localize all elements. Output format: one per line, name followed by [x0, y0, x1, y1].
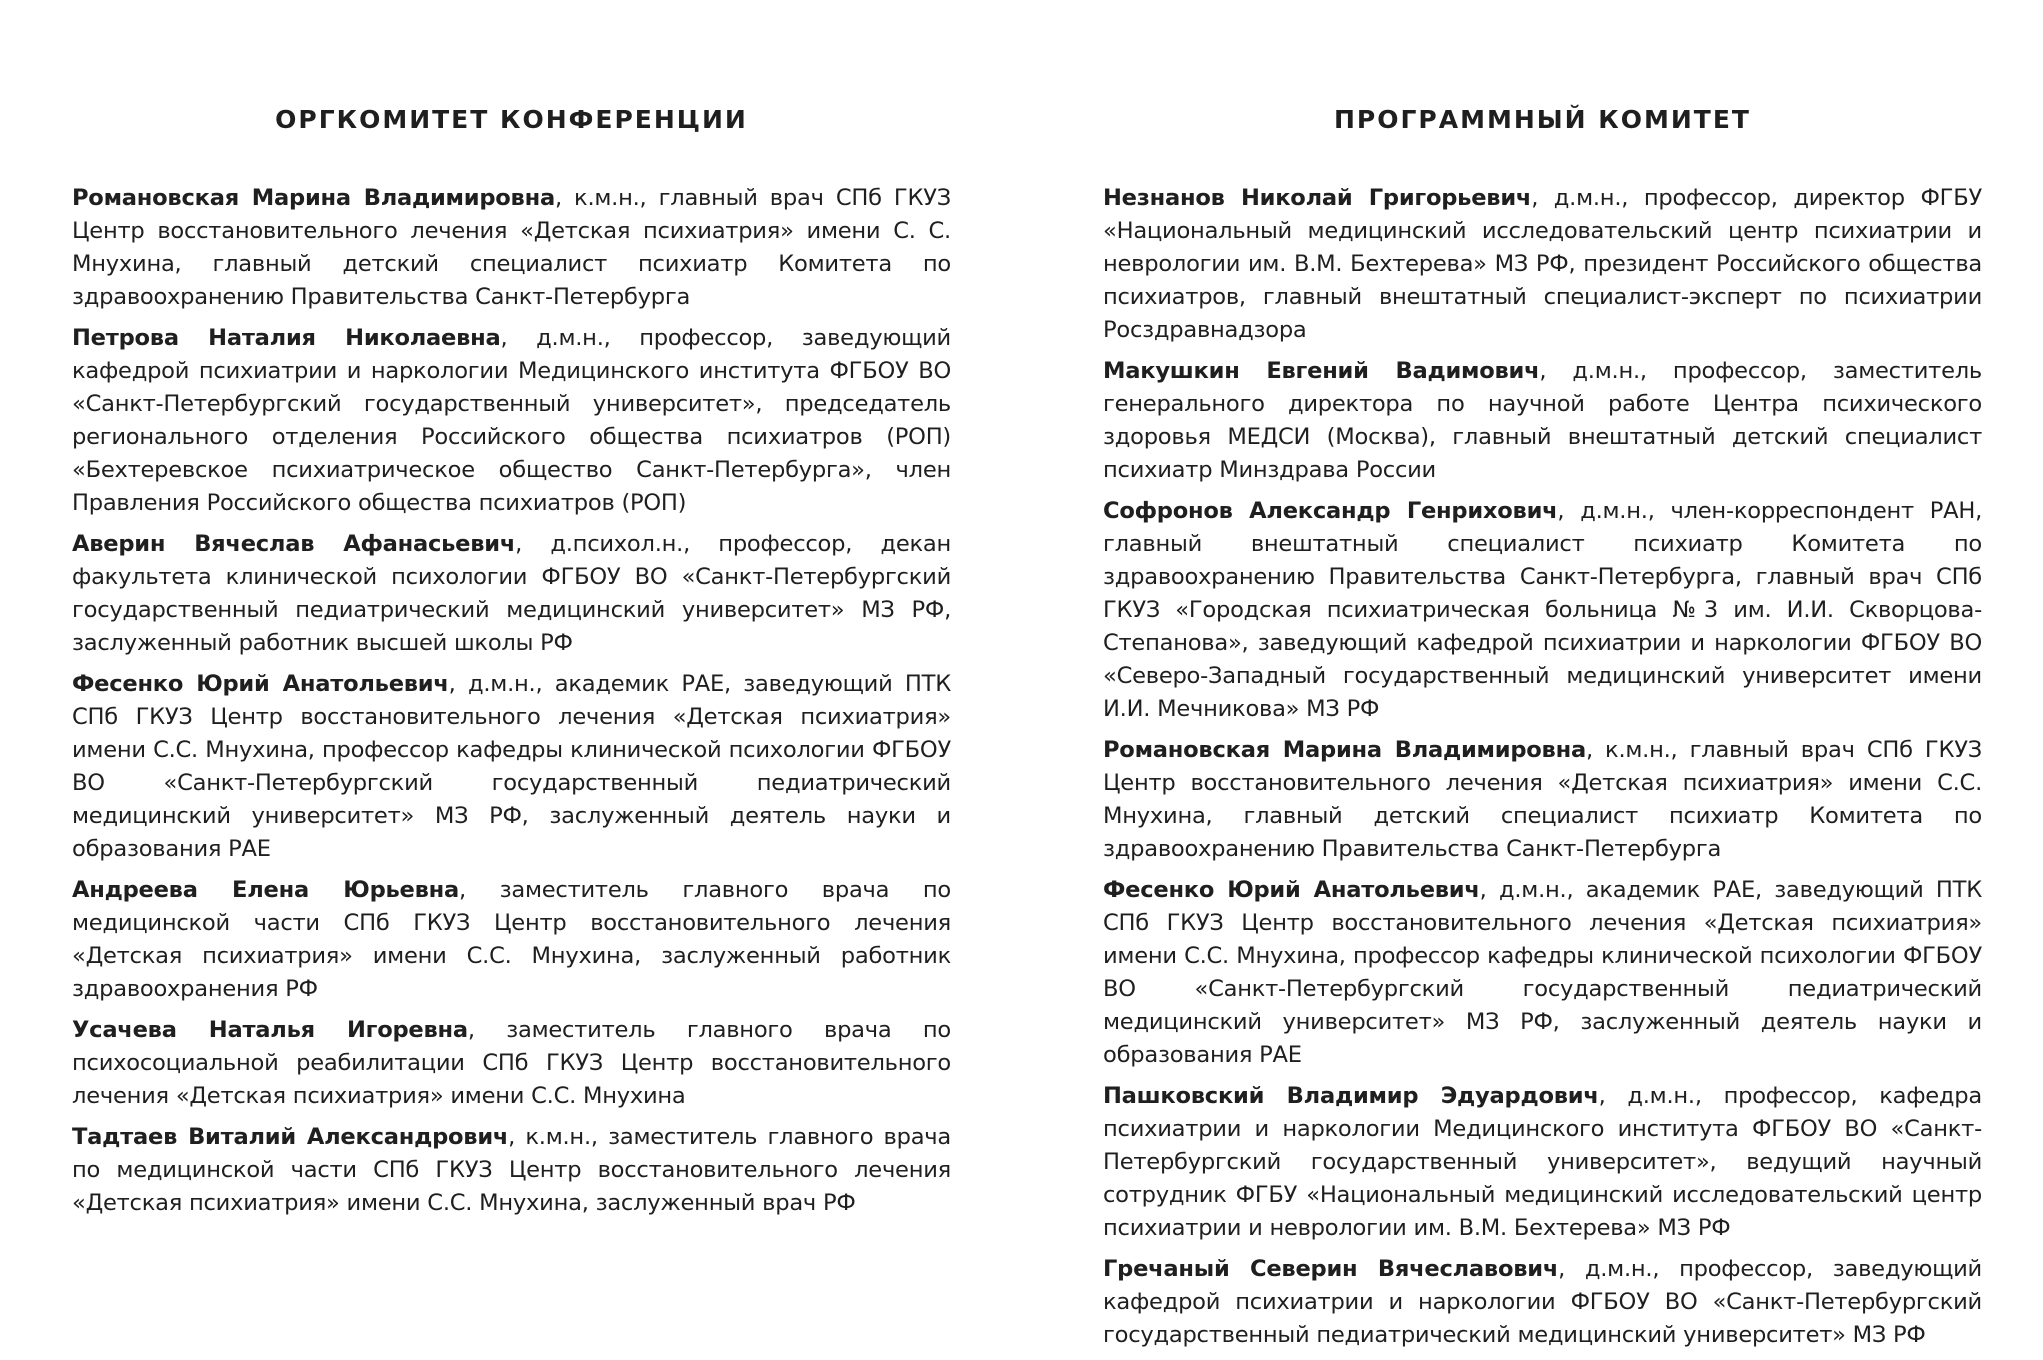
member-description: , к.м.н., главный врач СПб ГКУЗ Центр восстановительного лечения «Детская психиатрия» имени С. С. Мнухина, главный детский специалист психиатр Комитета по здравоохранению Правительства Санкт-Петербурга	[72, 185, 951, 310]
committee-entry	[1103, 355, 1982, 487]
committee-entry	[72, 668, 951, 866]
member-name: Пашковский Владимир Эдуардович	[1103, 1083, 1599, 1109]
member-description: , д.м.н., академик РАЕ, заведующий ПТК СПб ГКУЗ Центр восстановительного лечения «Детская психиатрия» имени С.С. Мнухина, профессор кафедры клинической психологии ФГБОУ ВО «Санкт-Петербургский государственный педиатрический медицинский университет» МЗ РФ, заслуженный деятель науки и образования РАЕ	[72, 671, 951, 862]
member-description: , д.м.н., профессор, заведующий кафедрой психиатрии и наркологии ФГБОУ ВО «Санкт-Петербургский государственный педиатрический медицинский университет» МЗ РФ	[1103, 1256, 1982, 1348]
committee-entry	[72, 1121, 951, 1220]
member-description: , д.м.н., профессор, директор ФГБУ «Национальный медицинский исследовательский центр психиатрии и неврологии им. В.М. Бехтерева» МЗ РФ, президент Российского общества психиатров, главный внештатный специалист-эксперт по психиатрии Росздравнадзора	[1103, 185, 1982, 343]
member-name: Романовская Марина Владимировна	[1103, 737, 1586, 763]
member-name: Романовская Марина Владимировна	[72, 185, 555, 211]
member-name: Фесенко Юрий Анатольевич	[1103, 877, 1480, 903]
member-name: Макушкин Евгений Вадимович	[1103, 358, 1540, 384]
member-name: Гречаный Северин Вячеславович	[1103, 1256, 1559, 1282]
member-name: Незнанов Николай Григорьевич	[1103, 185, 1532, 211]
member-description: , к.м.н., заместитель главного врача по медицинской части СПб ГКУЗ Центр восстановительного лечения «Детская психиатрия» имени С.С. Мнухина, заслуженный врач РФ	[72, 1124, 951, 1216]
program-committee-title: ПРОГРАММНЫЙ КОМИТЕТ	[1334, 105, 1751, 134]
committee-entry	[1103, 1080, 1982, 1245]
member-name: Софронов Александр Генрихович	[1103, 498, 1558, 524]
committee-entry	[1103, 495, 1982, 726]
member-name: Тадтаев Виталий Александрович	[72, 1124, 509, 1150]
member-description: , д.психол.н., профессор, декан факультета клинической психологии ФГБОУ ВО «Санкт-Петербургский государственный педиатрический медицинский университет» МЗ РФ, заслуженный работник высшей школы РФ	[72, 531, 951, 656]
member-description: , д.м.н., профессор, кафедра психиатрии и наркологии Медицинского института ФГБОУ ВО «Санкт-Петербургский государственный университет», ведущий научный сотрудник ФГБУ «Национальный медицинский исследовательский центр психиатрии и неврологии им. В.М. Бехтерева» МЗ РФ	[1103, 1083, 1982, 1241]
member-description: , д.м.н., профессор, заместитель генерального директора по научной работе Центра психического здоровья МЕДСИ (Москва), главный внештатный детский специалист психиатр Минздрава России	[1103, 358, 1982, 483]
organizing-committee-list	[72, 182, 951, 1228]
committee-entry	[72, 874, 951, 1006]
member-name: Петрова Наталия Николаевна	[72, 325, 501, 351]
member-description: , д.м.н., член-корреспондент РАН, главный внештатный специалист психиатр Комитета по здравоохранению Правительства Санкт-Петербурга, главный врач СПб ГКУЗ «Городская психиатрическая больница №3 им. И.И. Скворцова-Степанова», заведующий кафедрой психиатрии и наркологии ФГБОУ ВО «Северо-Западный государственный медицинский университет имени И.И. Мечникова» МЗ РФ	[1103, 498, 1983, 722]
committee-entry	[72, 322, 951, 520]
member-name: Усачева Наталья Игоревна	[72, 1017, 468, 1043]
member-name: Аверин Вячеслав Афанасьевич	[72, 531, 516, 557]
member-name: Андреева Елена Юрьевна	[72, 877, 460, 903]
member-name: Фесенко Юрий Анатольевич	[72, 671, 449, 697]
program-committee-list	[1103, 182, 1982, 1360]
committee-entry	[72, 1014, 951, 1113]
committee-entry	[72, 528, 951, 660]
committee-entry	[1103, 734, 1982, 866]
member-description: , к.м.н., главный врач СПб ГКУЗ Центр восстановительного лечения «Детская психиатрия» имени С.С. Мнухина, главный детский специалист психиатр Комитета по здравоохранению Правительства Санкт-Петербурга	[1103, 737, 1982, 862]
committee-entry	[72, 182, 951, 314]
committee-entry	[1103, 874, 1982, 1072]
member-description: , заместитель главного врача по медицинской части СПб ГКУЗ Центр восстановительного лечения «Детская психиатрия» имени С.С. Мнухина, заслуженный работник здравоохранения РФ	[72, 877, 952, 1002]
member-description: , заместитель главного врача по психосоциальной реабилитации СПб ГКУЗ Центр восстановительного лечения «Детская психиатрия» имени С.С. Мнухина	[72, 1017, 951, 1109]
committee-entry	[1103, 1253, 1982, 1352]
member-description: , д.м.н., профессор, заведующий кафедрой психиатрии и наркологии Медицинского института ФГБОУ ВО «Санкт-Петербургский государственный университет», председатель регионального отделения Российского общества психиатров (РОП) «Бехтеревское психиатрическое общество Санкт-Петербурга», член Правления Российского общества психиатров (РОП)	[72, 325, 951, 516]
member-description: , д.м.н., академик РАЕ, заведующий ПТК СПб ГКУЗ Центр восстановительного лечения «Детская психиатрия» имени С.С. Мнухина, профессор кафедры клинической психологии ФГБОУ ВО «Санкт-Петербургский государственный педиатрический медицинский университет» МЗ РФ, заслуженный деятель науки и образования РАЕ	[1103, 877, 1982, 1068]
committee-entry	[1103, 182, 1982, 347]
organizing-committee-title: ОРГКОМИТЕТ КОНФЕРЕНЦИИ	[275, 105, 748, 134]
